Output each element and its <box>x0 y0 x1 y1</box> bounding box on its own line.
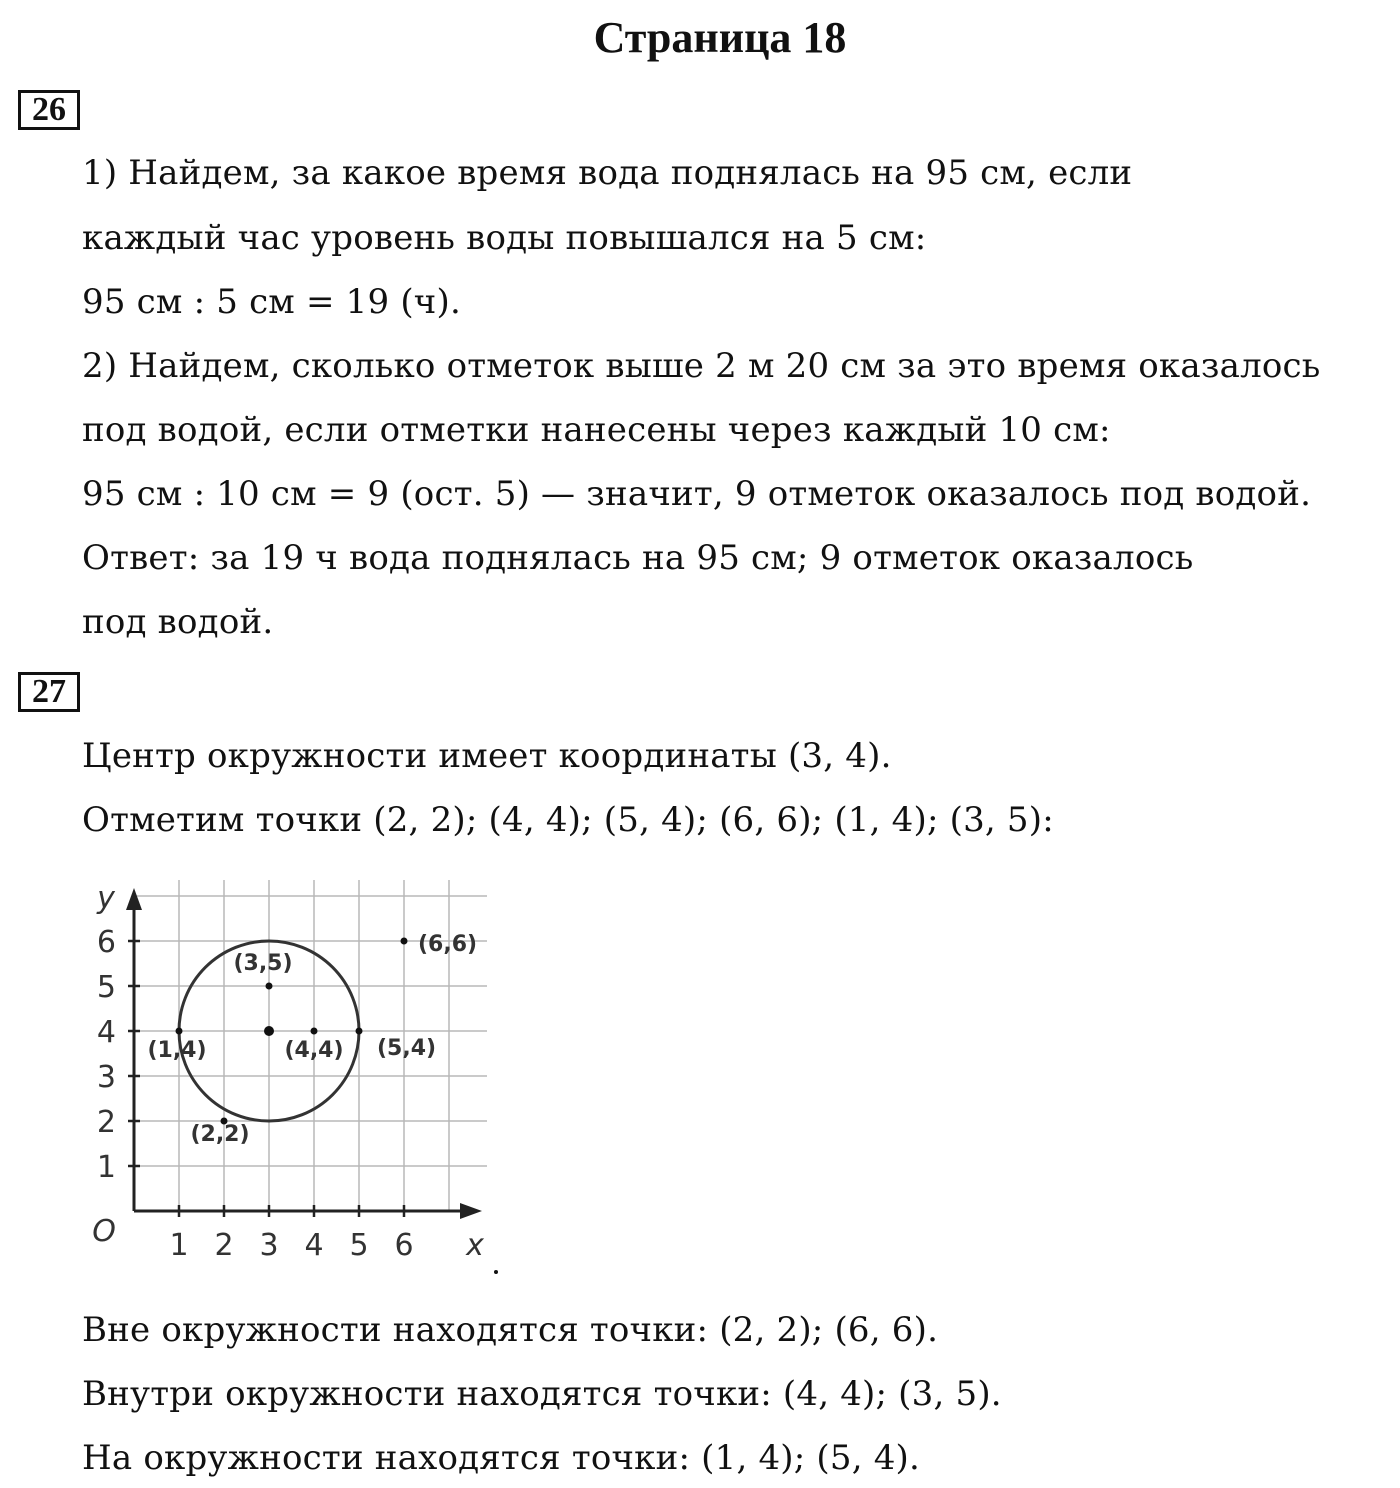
y-tick-label: 5 <box>96 970 116 1005</box>
y-axis-arrow <box>126 888 142 910</box>
point-label: (3,5) <box>233 951 293 976</box>
task27-result-inside: Внутри окружности находятся точки: (4, 4); (3, 5). <box>82 1374 1002 1414</box>
plotted-point <box>311 1028 318 1035</box>
task26-line-1: 1) Найдем, за какое время вода поднялась на 95 см, если <box>82 153 1133 193</box>
x-tick-label: 4 <box>304 1228 324 1263</box>
plotted-point <box>266 983 273 990</box>
coordinate-plane-figure <box>82 868 502 1278</box>
period-dot <box>494 1270 498 1274</box>
plotted-point <box>176 1028 183 1035</box>
y-tick-label: 1 <box>96 1150 116 1185</box>
task-number-27: 27 <box>18 672 80 712</box>
task-number-26: 26 <box>18 90 80 130</box>
task26-answer-line-1: Ответ: за 19 ч вода поднялась на 95 см; 9 отметок оказалось <box>82 538 1194 578</box>
point-label: (6,6) <box>418 932 478 957</box>
x-axis-arrow <box>460 1203 482 1219</box>
task26-line-6: 95 см : 10 см = 9 (ост. 5) — значит, 9 отметок оказалось под водой. <box>82 474 1312 514</box>
x-tick-label: 3 <box>259 1228 279 1263</box>
plotted-point <box>401 938 408 945</box>
x-axis-label: x <box>466 1228 484 1263</box>
y-tick-label: 4 <box>96 1015 116 1050</box>
task27-intro-line-1: Центр окружности имеет координаты (3, 4). <box>82 736 892 776</box>
x-tick-label: 6 <box>394 1228 414 1263</box>
task27-result-outside: Вне окружности находятся точки: (2, 2); (6, 6). <box>82 1310 939 1350</box>
task27-result-on-circle: На окружности находятся точки: (1, 4); (5, 4). <box>82 1438 921 1478</box>
origin-label: O <box>92 1214 116 1249</box>
page-title: Страница 18 <box>593 13 847 62</box>
task26-line-5: под водой, если отметки нанесены через каждый 10 см: <box>82 410 1111 450</box>
y-axis-label: y <box>97 881 115 916</box>
point-label: (2,2) <box>190 1122 250 1147</box>
x-tick-label: 1 <box>169 1228 189 1263</box>
point-label: (5,4) <box>377 1036 437 1061</box>
task26-line-4: 2) Найдем, сколько отметок выше 2 м 20 см за это время оказалось <box>82 346 1321 386</box>
point-label: (4,4) <box>284 1038 344 1063</box>
x-tick-label: 2 <box>214 1228 234 1263</box>
task27-intro-line-2: Отметим точки (2, 2); (4, 4); (5, 4); (6, 6); (1, 4); (3, 5): <box>82 800 1054 840</box>
y-tick-label: 2 <box>96 1105 116 1140</box>
task26-line-3: 95 см : 5 см = 19 (ч). <box>82 282 461 322</box>
task26-answer-line-2: под водой. <box>82 602 274 642</box>
circle-center-point <box>264 1026 274 1036</box>
x-tick-label: 5 <box>349 1228 369 1263</box>
task26-line-2: каждый час уровень воды повышался на 5 см: <box>82 218 927 258</box>
y-tick-label: 3 <box>96 1060 116 1095</box>
plotted-point <box>356 1028 363 1035</box>
point-label: (1,4) <box>147 1038 207 1063</box>
coordinate-plane-svg <box>82 868 502 1278</box>
y-tick-label: 6 <box>96 925 116 960</box>
